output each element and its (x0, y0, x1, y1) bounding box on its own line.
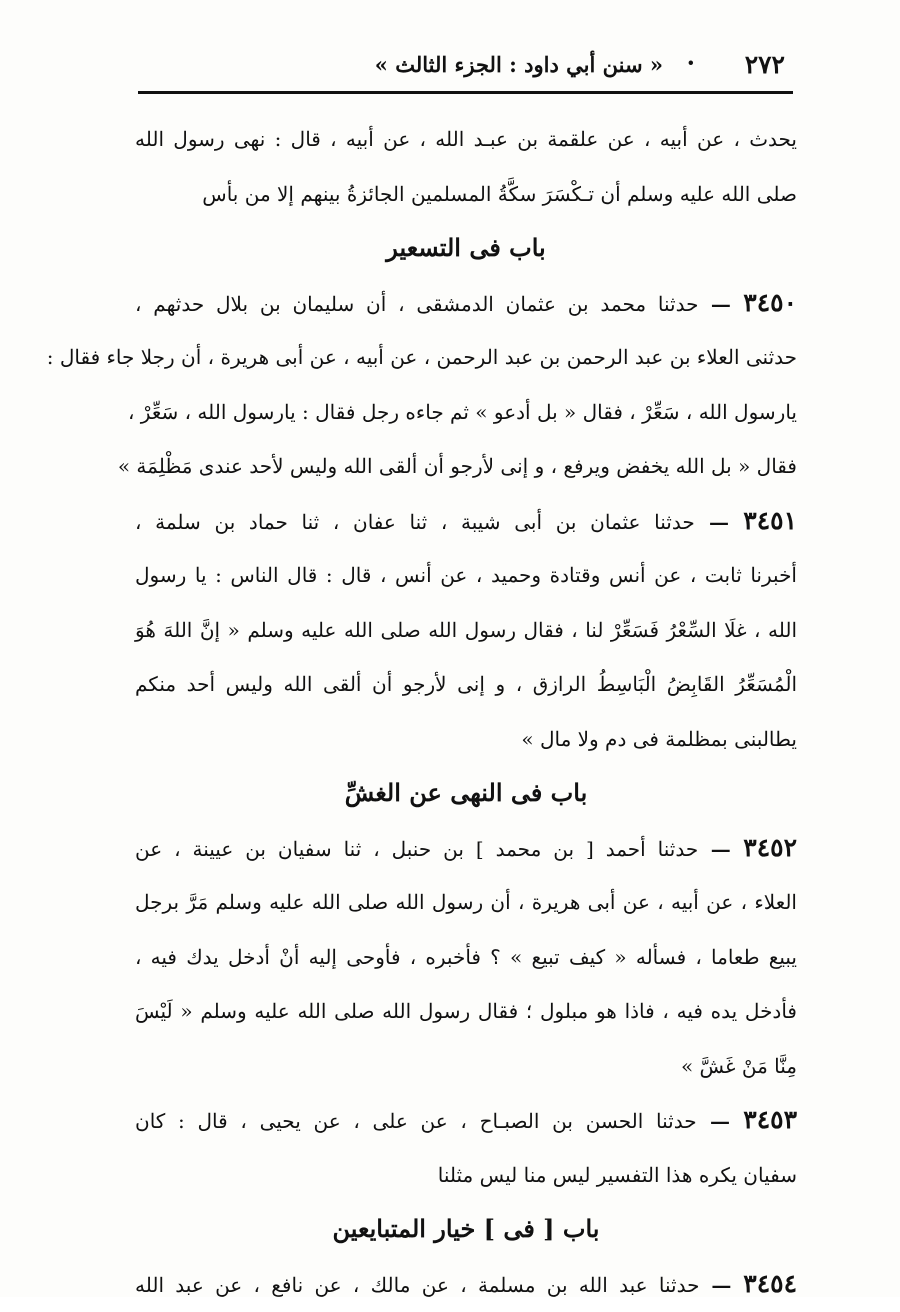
chapter-heading: باب فى النهى عن الغشِّ (344, 778, 588, 807)
hadith-first-line (135, 494, 797, 549)
text-line: فأدخل يده فيه ، فاذا هو مبلول ؛ فقال رسول الله صلى الله عليه وسلم « لَيْسَ (135, 999, 797, 1023)
chapter-heading: باب [ فى ] خيار المتبايعين (332, 1214, 600, 1243)
hadith-first-line (135, 1257, 797, 1312)
text-line: يبيع طعاما ، فسأله « كيف تبيع » ؟ فأخبره ، فأوحى إليه أنْ أدخل يدك فيه ، (135, 944, 797, 969)
text-line: حدثنا عبد الله بن مسلمة ، عن مالك ، عن نافع ، عن عبد الله (135, 1272, 700, 1297)
text-line: أخبرنا ثابت ، عن أنس وقتادة وحميد ، عن أنس ، قال : قال الناس : يا رسول (135, 563, 797, 587)
hadith-first-line (135, 821, 797, 876)
text-line: حدثنا عثمان بن أبى شيبة ، ثنا عفان ، ثنا حماد بن سلمة ، (135, 509, 695, 534)
hadith-number: ٣٤٥٠ (743, 287, 797, 317)
text-line: يارسول الله ، سَعِّرْ ، فقال « بل أدعو » ثم جاءه رجل فقال : يارسول الله ، سَعِّرْ ، (127, 399, 797, 424)
hadith-number: ٣٤٥٤ (743, 1268, 797, 1298)
hadith-first-line (135, 1093, 797, 1148)
text-line: يطالبنى بمظلمة فى دم ولا مال » (521, 726, 797, 751)
page-body (46, 112, 797, 1311)
hadith-dash: — (696, 1109, 744, 1133)
text-line: فقال « بل الله يخفض ويرفع ، و إنى لأرجو أن ألقى الله وليس لأحد عندى مَظْلِمَة » (117, 454, 797, 478)
text-line: حدثنا أحمد [ بن محمد ] بن حنبل ، ثنا سفيان بن عيينة ، عن (135, 836, 699, 861)
header-rule (138, 91, 793, 94)
hadith-first-line (135, 276, 797, 331)
page-number: ٢٧٢ (744, 50, 785, 79)
hadith-number: ٣٤٥٣ (743, 1105, 797, 1134)
page-header (138, 44, 793, 84)
text-line: حدثنا الحسن بن الصبـاح ، عن على ، عن يحيى ، قال : كان (135, 1109, 697, 1133)
chapter-heading: باب فى التسعير (386, 233, 546, 262)
running-title: « سنن أبي داود : الجزء الثالث » (374, 52, 663, 77)
hadith-number: ٣٤٥٢ (743, 832, 797, 862)
hadith-dash: — (699, 1272, 744, 1297)
text-line: صلى الله عليه وسلم أن تـكْسَرَ سكَّةُ المسلمين الجائزةُ بينهم إلا من بأس (202, 181, 797, 206)
text-line: حدثنا محمد بن عثمان الدمشقى ، أن سليمان بن بلال حدثهم ، (135, 291, 699, 316)
text-line: مِنَّا مَنْ غَشَّ » (680, 1053, 797, 1078)
header-separator: · (686, 48, 695, 77)
hadith-dash: — (698, 836, 744, 861)
hadith-number: ٣٤٥١ (743, 505, 797, 535)
hadith-dash: — (694, 509, 744, 534)
text-line: يحدث ، عن أبيه ، عن علقمة بن عبـد الله ، عن أبيه ، قال : نهى رسول الله (135, 127, 797, 151)
text-line: الله ، غلَا السِّعْرُ فَسَعِّرْ لنا ، فقال رسول الله صلى الله عليه وسلم « إنَّ اللهَ هُوَ (135, 617, 797, 642)
hadith-dash: — (698, 291, 744, 316)
text-line: الْمُسَعِّرُ القَابِضُ الْبَاسِطُ الرازق ، و إنى لأرجو أن ألقى الله وليس أحد منكم (135, 672, 797, 696)
text-line: سفيان يكره هذا التفسير ليس منا ليس مثلنا (437, 1162, 797, 1187)
text-line: العلاء ، عن أبيه ، عن أبى هريرة ، أن رسول الله صلى الله عليه وسلم مَرَّ برجل (135, 890, 797, 914)
text-line: حدثنى العلاء بن عبد الرحمن بن عبد الرحمن ، عن أبيه ، عن أبى هريرة ، أن رجلا جاء فقال : (46, 345, 797, 369)
